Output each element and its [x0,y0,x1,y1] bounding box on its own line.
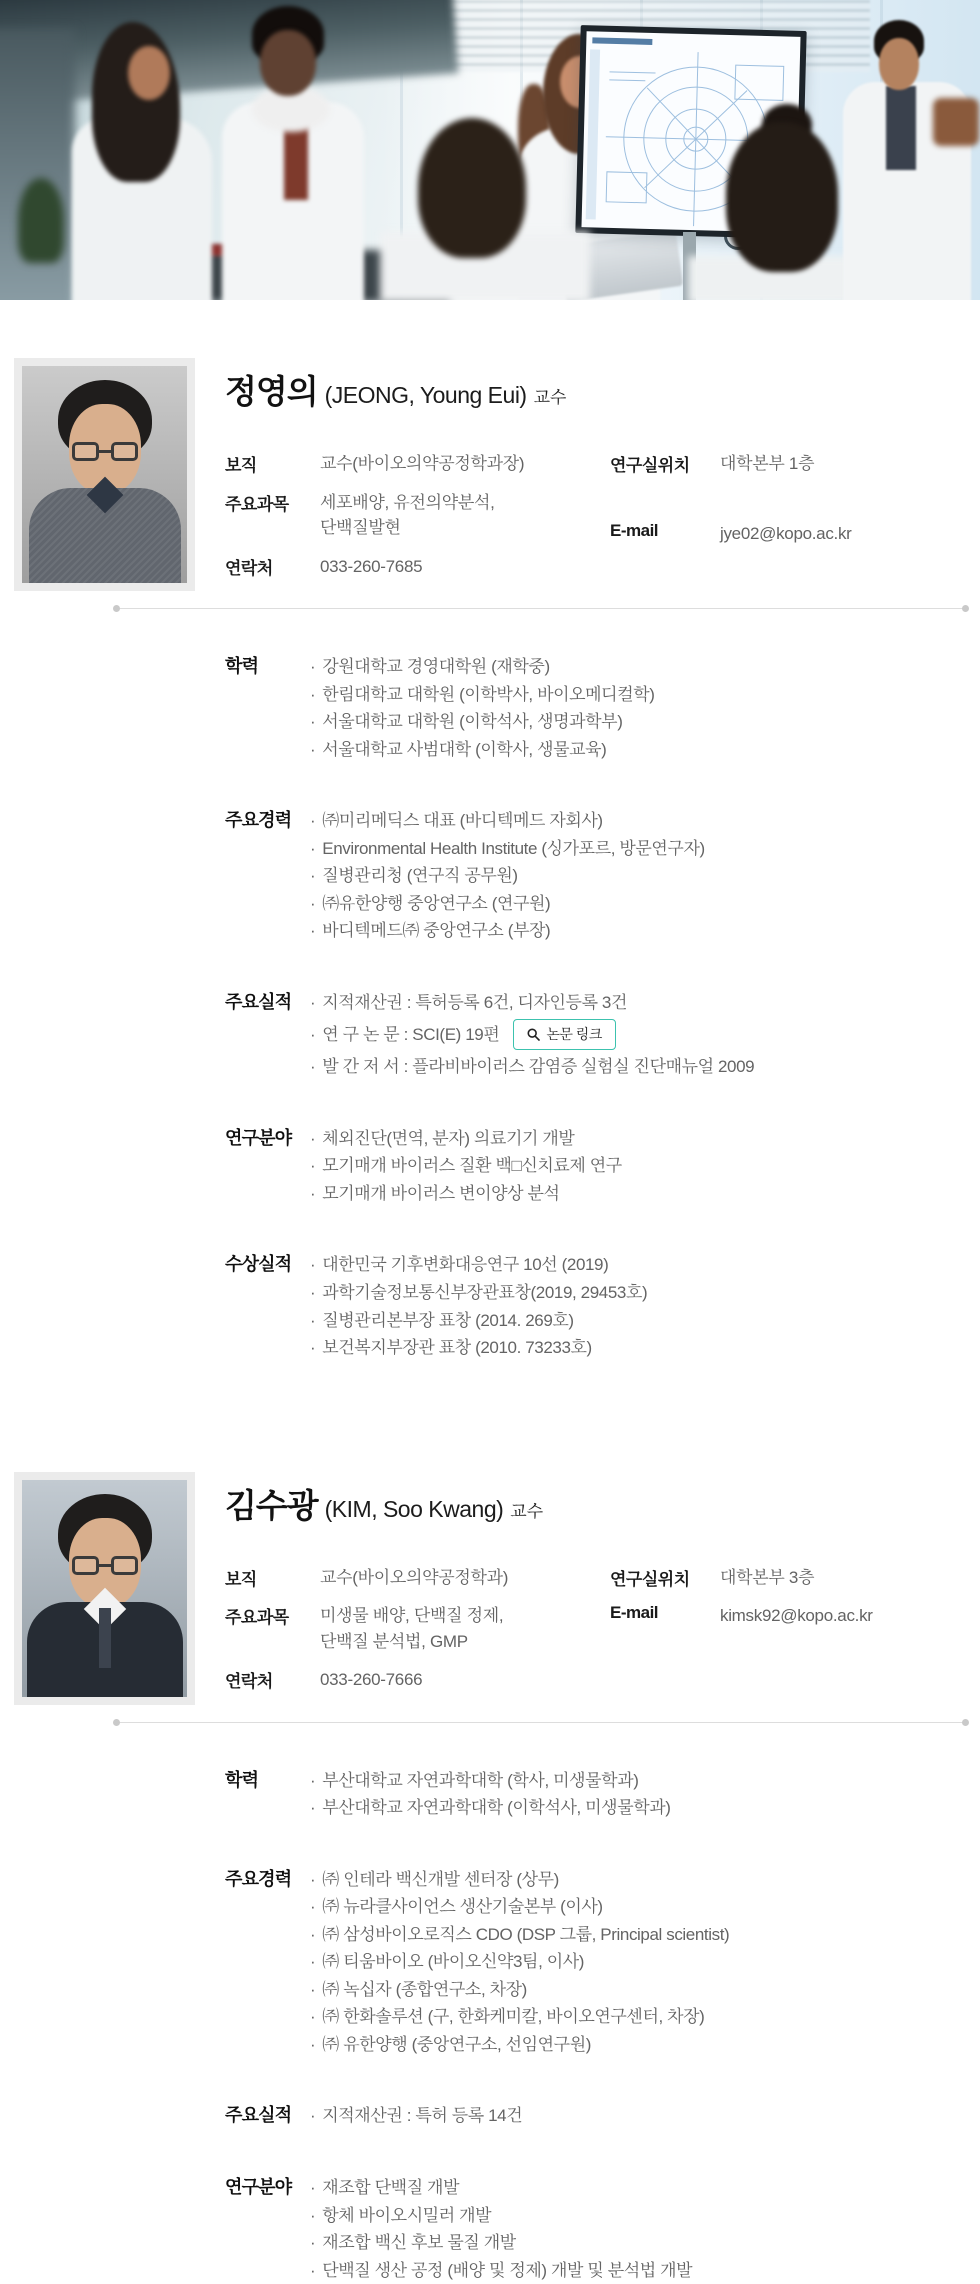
professor-name-line [225,1480,966,1527]
info-row-phone [225,554,610,580]
section-item: · 체외진단(면역, 분자) 의료기기 개발 [310,1125,966,1153]
section-item: · ㈜ 한화솔루션 (구, 한화케미칼, 바이오연구센터, 차장) [310,2003,966,2031]
professor-name-en: (KIM, Soo Kwang) [324,1495,504,1522]
section-item: · ㈜미리메딕스 대표 (바디텍메드 자회사) [310,807,966,835]
email-address: jye02@kopo.ac.kr [720,523,852,543]
section-item: · 발 간 저 서 : 플라비바이러스 감염증 실험실 진단매뉴얼 2009 [310,1053,966,1081]
section-label: 학력 [225,1769,259,1790]
section-item: · 항체 바이오시밀러 개발 [310,2202,966,2230]
section-item: · 서울대학교 대학원 (이학석사, 생명과학부) [310,708,966,736]
photo-glasses [72,442,138,462]
section-education [225,653,966,763]
info-label: 연구실위치 [610,456,690,475]
professor-name-ko: 김수광 [225,1486,318,1524]
photo-tie [99,1608,111,1668]
section-label: 연구분야 [225,1127,292,1148]
info-row-email [610,521,966,547]
phone-number: 033-260-7666 [320,1670,423,1690]
section-item: · 지적재산권 : 특허등록 6건, 디자인등록 3건 [310,989,966,1017]
info-label: 연락처 [225,1672,273,1692]
email-address: kimsk92@kopo.ac.kr [720,1606,873,1626]
info-label: 연구실위치 [610,1569,690,1589]
info-value: 세포배양, 유전의약분석, 단백질발현 [320,492,495,537]
section-label: 주요실적 [225,991,292,1012]
info-label: 보직 [225,1569,257,1589]
info-row-position [225,1565,610,1591]
professor-photo-frame [14,1472,195,1705]
info-value: 대학본부 1층 [720,454,815,473]
photo-glasses [72,1556,138,1576]
info-row-phone [225,1667,610,1693]
section-item: · 부산대학교 자연과학대학 (학사, 미생물학과) [310,1767,966,1795]
info-label: 보직 [225,456,257,475]
section-label: 주요실적 [225,2105,292,2126]
section-item: · 보건복지부장관 표창 (2010. 73233호) [310,1334,966,1362]
section-item: · 바디텍메드㈜ 중앙연구소 (부장) [310,917,966,945]
person-two-face [260,30,316,96]
paper-link-label: 논문 링크 [546,1026,602,1043]
info-value: 교수(바이오의약공정학과장) [320,454,525,473]
info-label: E-mail [610,1603,659,1623]
info-label: 주요과목 [225,1608,289,1628]
section-item: · ㈜ 유한양행 (중앙연구소, 선임연구원) [310,2031,966,2059]
professor-title: 교수 [533,388,567,407]
info-row-position [225,451,610,477]
info-row-subjects [225,1603,610,1654]
professor-name-en: (JEONG, Young Eui) [324,382,527,408]
section-research-areas [225,1125,966,1208]
professor-photo-frame [14,358,195,591]
info-row-lab-location [610,1565,966,1591]
section-item: · 대한민국 기후변화대응연구 10선 (2019) [310,1251,966,1279]
phone-number: 033-260-7685 [320,556,423,576]
section-item: · 재조합 백신 후보 물질 개발 [310,2229,966,2257]
presenter-face [879,38,919,90]
section-label: 학력 [225,656,259,676]
foreground-person-head [418,118,526,258]
info-row-email [610,1603,966,1629]
section-item: · 부산대학교 자연과학대학 (이학석사, 미생물학과) [310,1794,966,1822]
section-label: 주요경력 [225,810,292,831]
section-item: · 서울대학교 사범대학 (이학사, 생물교육) [310,736,966,764]
section-item: · ㈜ 인테라 백신개발 센터장 (상무) [310,1866,966,1894]
section-career [225,807,966,945]
info-label: 주요과목 [225,494,289,514]
section-research-areas [225,2174,966,2284]
section-item: · Environmental Health Institute (싱가포르, 방문연구자) [310,835,966,863]
professor-photo [22,366,187,583]
presenter-shirt [886,86,916,170]
info-row-subjects [225,490,610,541]
section-item: · 질병관리본부장 표창 (2014. 269호) [310,1307,966,1335]
professor-profile [14,1472,966,2284]
section-item: · 한림대학교 대학원 (이학박사, 바이오메디컬학) [310,681,966,709]
section-item: · 모기매개 바이러스 질환 백□신치료제 연구 [310,1152,966,1180]
section-achievements [225,2102,966,2130]
section-label: 연구분야 [225,2177,292,2198]
faculty-page [0,358,980,2284]
professor-title: 교수 [510,1501,544,1521]
professor-name-ko: 정영의 [225,373,318,410]
section-divider [115,608,967,609]
plant [18,178,64,263]
chair [933,98,979,146]
hero-image [0,0,980,300]
section-item: · 모기매개 바이러스 변이양상 분석 [310,1180,966,1208]
info-label: E-mail [610,520,659,540]
section-awards [225,1251,966,1361]
person-left-face [128,46,170,100]
info-value: 미생물 배양, 단백질 정제, 단백질 분석법, GMP [320,1606,504,1651]
section-label: 주요경력 [225,1868,292,1889]
professor-photo [22,1480,187,1697]
info-value: 대학본부 3층 [720,1567,815,1587]
section-label: 수상실적 [225,1254,292,1275]
professor-profile [14,358,966,1362]
foreground-woman-head [726,122,838,272]
section-education [225,1767,966,1822]
section-item: · 재조합 단백질 개발 [310,2174,966,2202]
section-item: · ㈜ 뉴라클사이언스 생산기술본부 (이사) [310,1893,966,1921]
section-achievements [225,989,966,1081]
info-value: 교수(바이오의약공정학과) [320,1567,509,1587]
search-icon [527,1028,540,1041]
section-item: · ㈜ 삼성바이오로직스 CDO (DSP 그룹, Principal scientist) [310,1921,966,1949]
paper-link-button[interactable] [513,1019,616,1050]
section-item: · 연 구 논 문 : SCI(E) 19편 [310,1021,499,1049]
section-item: · 지적재산권 : 특허 등록 14건 [310,2102,966,2130]
section-item: · 과학기술정보통신부장관표창(2019, 29453호) [310,1279,966,1307]
section-item: · 강원대학교 경영대학원 (재학중) [310,653,966,681]
info-row-lab-location [610,451,966,477]
section-item: · 단백질 생산 공정 (배양 및 정제) 개발 및 분석법 개발 [310,2257,966,2284]
info-label: 연락처 [225,558,273,578]
section-item: · ㈜ 녹십자 (종합연구소, 차장) [310,1976,966,2004]
professor-name-line [225,366,966,413]
section-career [225,1866,966,2059]
section-item: · ㈜ 티움바이오 (바이오신약3팀, 이사) [310,1948,966,1976]
section-divider [115,1722,967,1723]
section-item: · ㈜유한양행 중앙연구소 (연구원) [310,890,966,918]
section-item: · 질병관리청 (연구직 공무원) [310,862,966,890]
